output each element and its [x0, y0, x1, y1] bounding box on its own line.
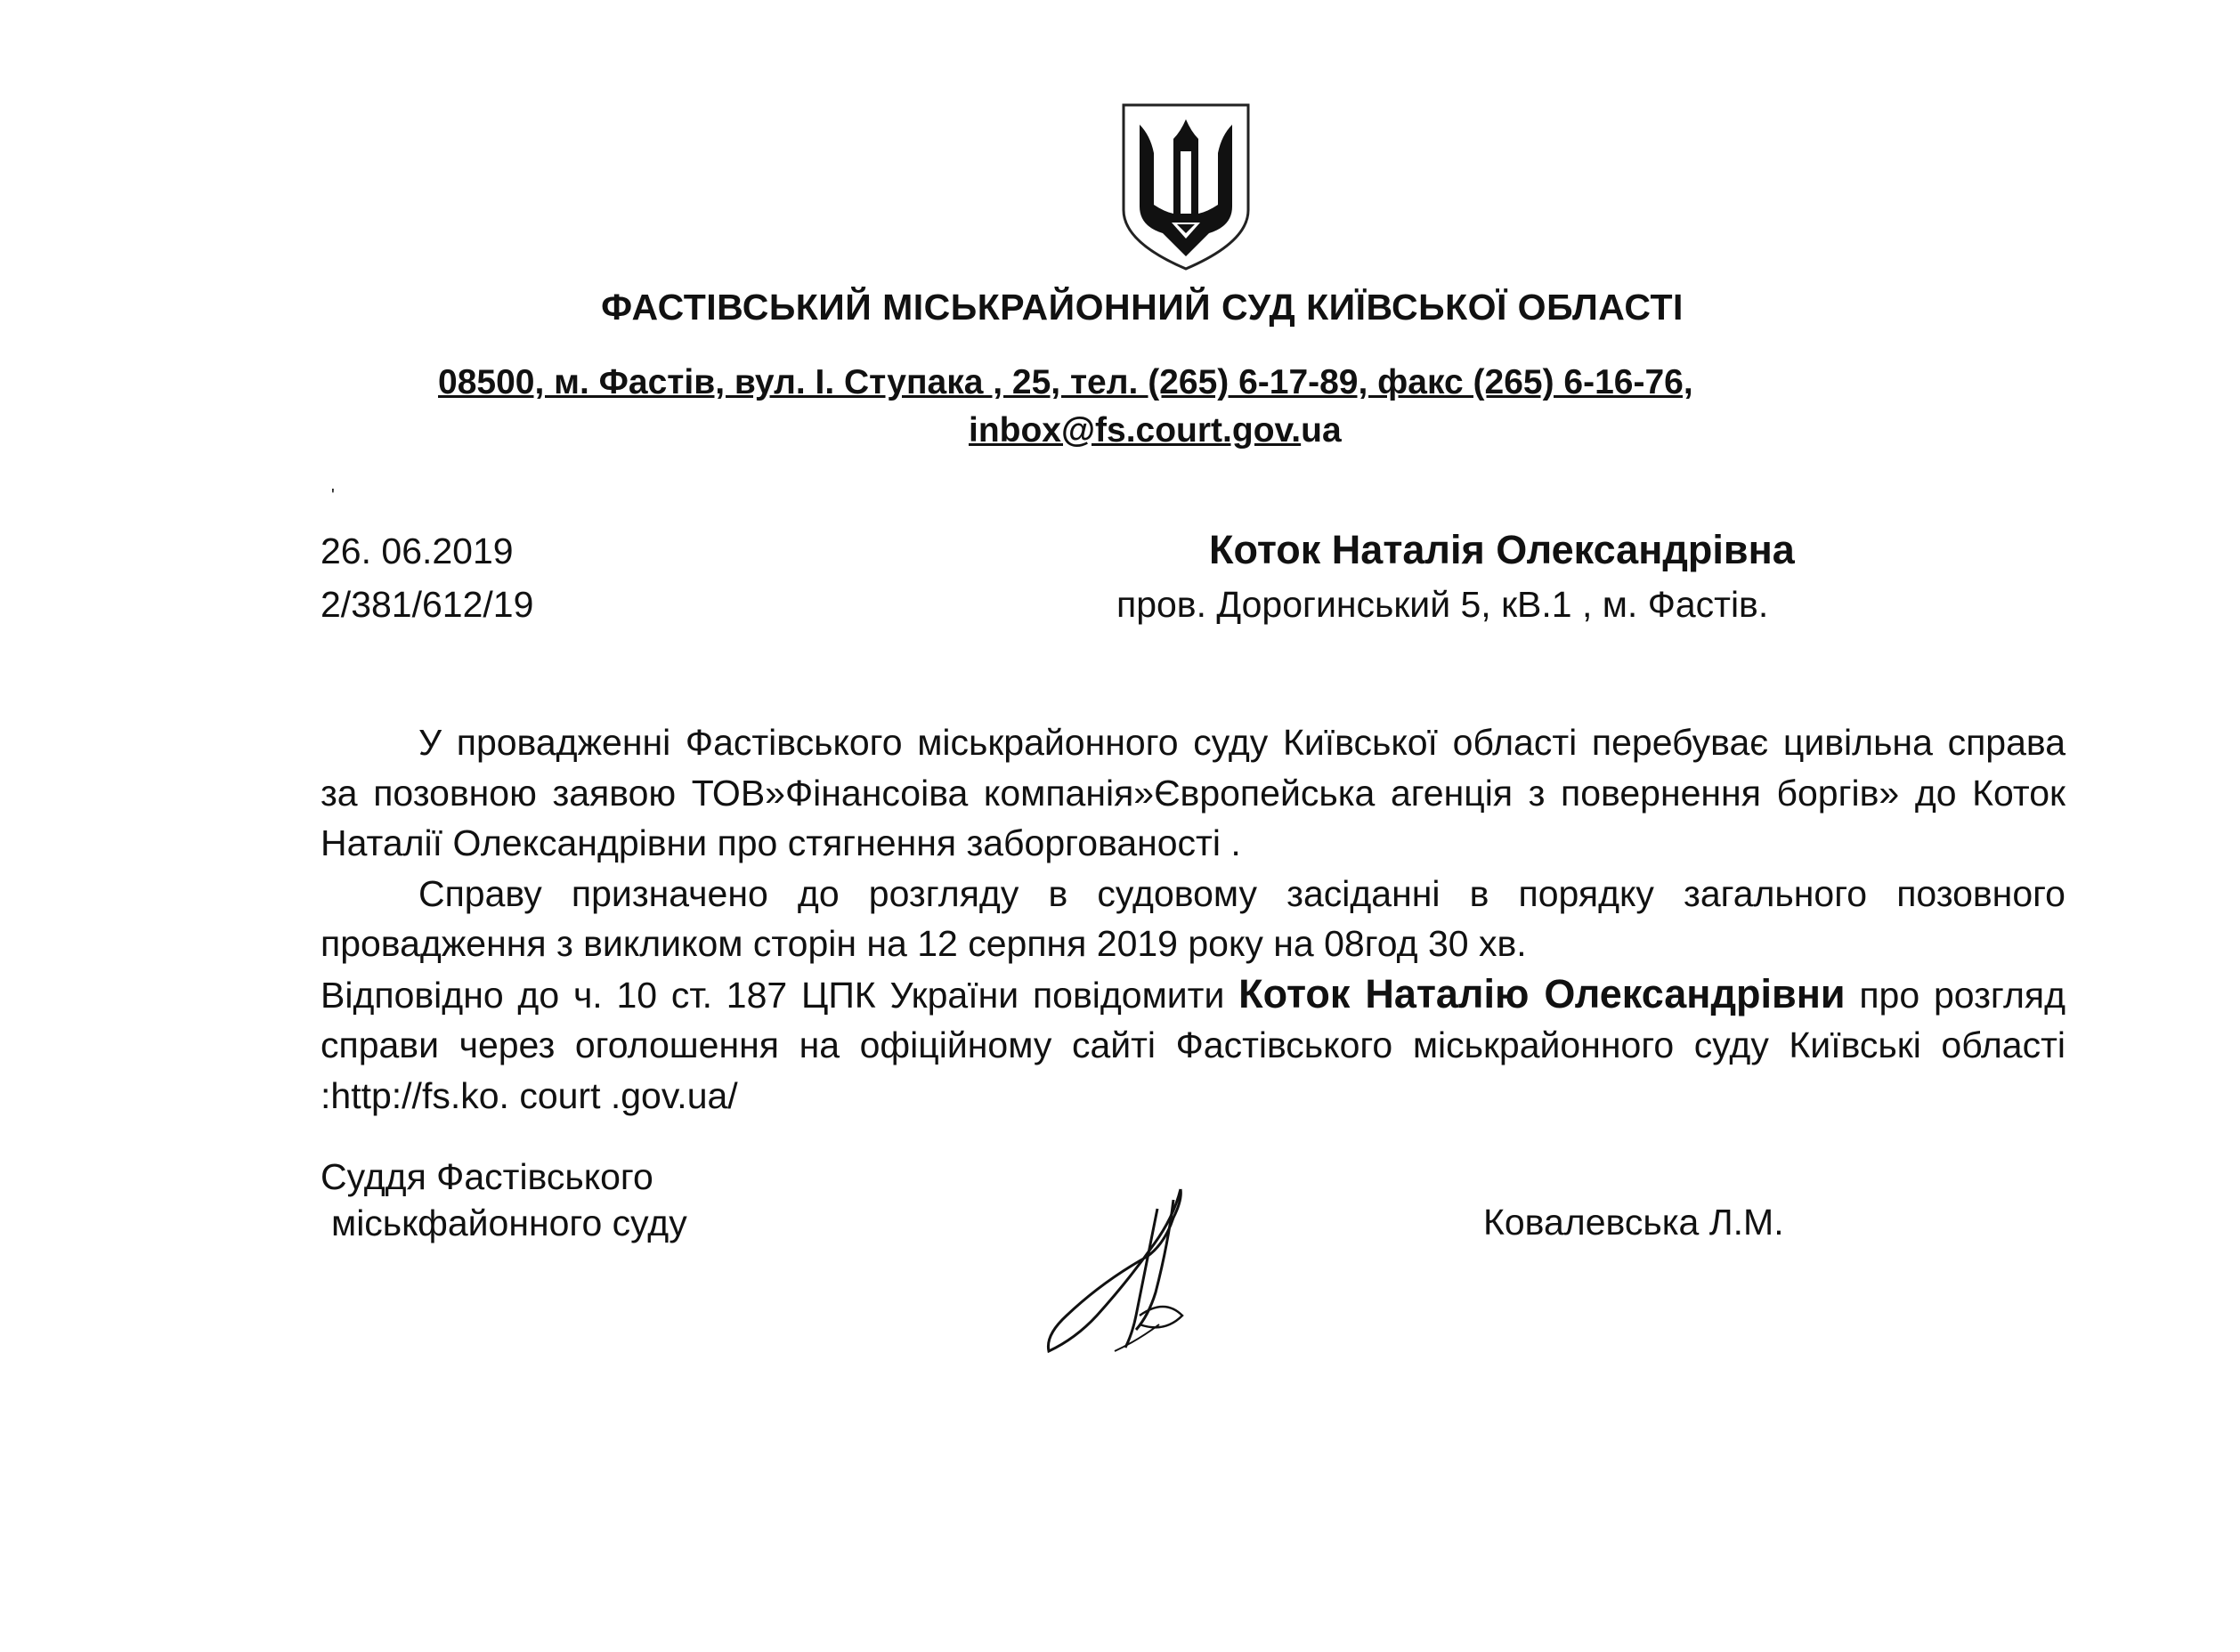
email-underlined: inbox@fs.court.gov.: [969, 411, 1302, 449]
tryzub-coat-of-arms-icon: [1118, 100, 1254, 274]
body-paragraph-3: [321, 969, 2066, 1122]
court-address: 08500, м. Фастів, вул. І. Ступака , 25, тел. (265) 6-17-89, факс (265) 6-16-76,: [438, 363, 1693, 401]
signature-title: [321, 1154, 687, 1246]
p3-bold-name: Коток Наталію Олександрівни: [1238, 970, 1846, 1016]
notice-body: [321, 717, 2066, 1121]
judge-name: Ковалевська Л.М.: [1483, 1202, 1784, 1243]
signature-title-line-1: Суддя Фастівського: [321, 1156, 653, 1197]
tick-mark: ': [331, 486, 335, 506]
signature-title-line-2: міськфайонного суду: [331, 1203, 687, 1243]
body-paragraph-2: Справу призначено до розгляду в судовому засіданні в порядку загального позовного провадження з викликом сторін на 12 серпня 2019 року на 08год 30 хв.: [321, 872, 2066, 964]
document-date: 26. 06.2019: [321, 530, 514, 571]
handwritten-signature-icon: [1040, 1182, 1218, 1369]
court-email: [969, 411, 1342, 450]
body-paragraph-1: У провадженні Фастівського міськрайонного суду Київської області перебуває цивільна справа за позовною заявою ТОВ»Фінансоіва компанія»Європейська агенція з повернення боргів» до Коток Наталії Олександрівни про стягнення заборгованості .: [321, 722, 2066, 863]
p3-end: про розгляд справи через оголошення на офіційному сайті Фастівського міськрайонного суду Київські області :http://fs.ko. court .gov.ua/: [321, 974, 2066, 1116]
recipient-address: пров. Дорогинський 5, кВ.1 , м. Фастів.: [1116, 584, 1769, 625]
email-tail: ua: [1301, 411, 1342, 449]
case-number: 2/381/612/19: [321, 584, 534, 625]
court-name: ФАСТІВСЬКИЙ МІСЬКРАЙОННИЙ СУД КИЇВСЬКОЇ ОБЛАСТІ: [601, 287, 1684, 328]
recipient-name: Коток Наталія Олександрівна: [1209, 527, 1795, 572]
p3-start: Відповідно до ч. 10 ст. 187 ЦПК України повідомити: [321, 974, 1239, 1016]
